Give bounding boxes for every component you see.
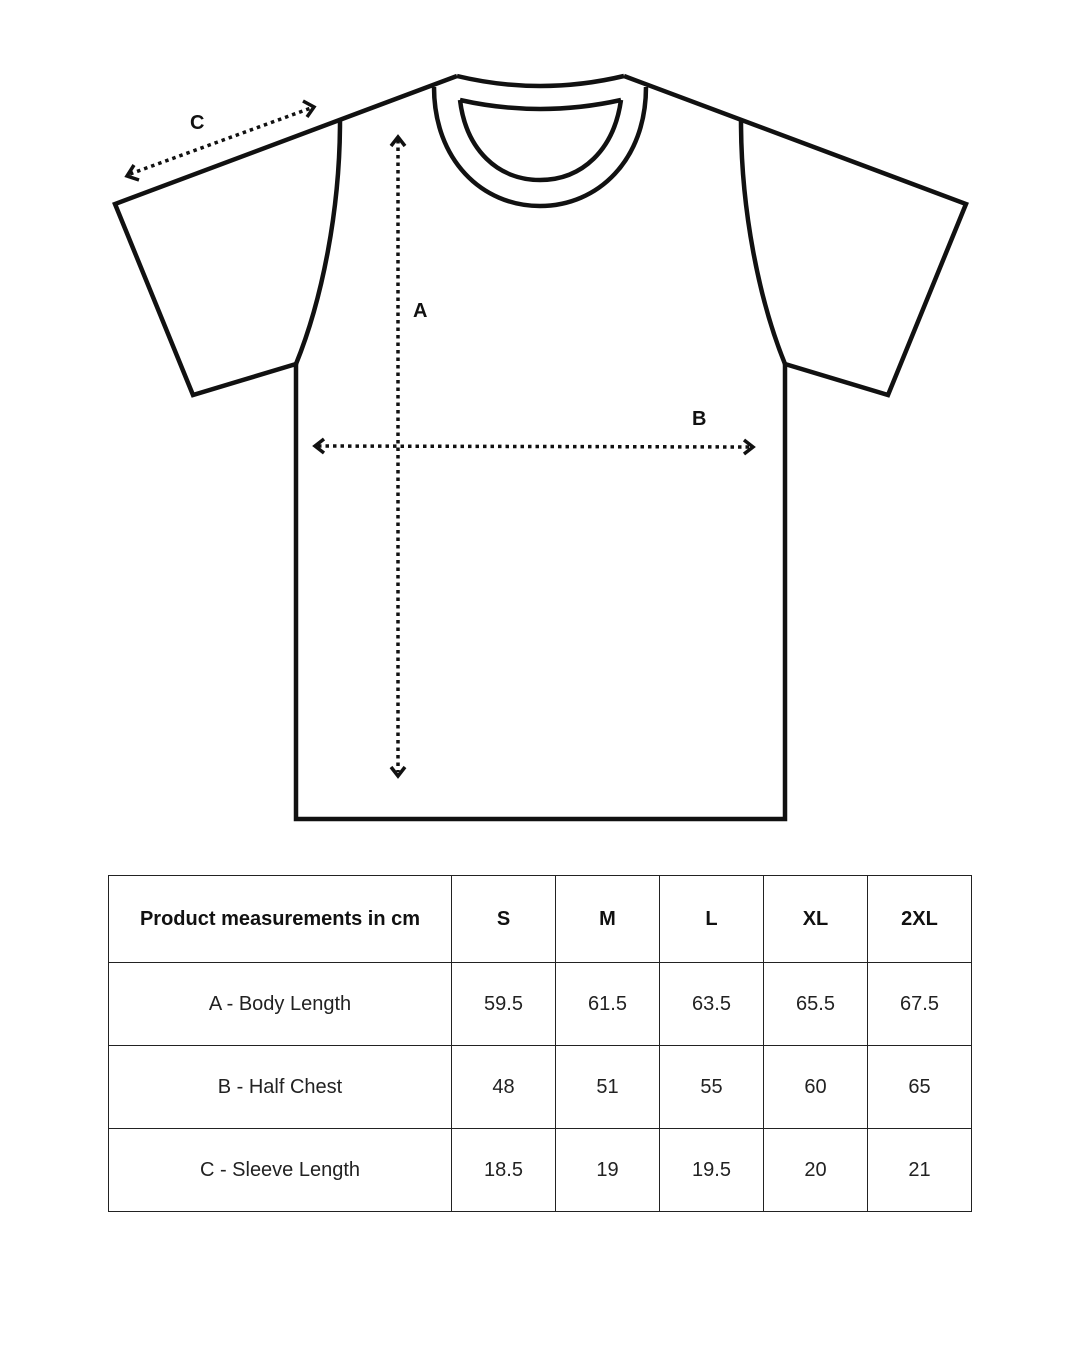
row-label: C - Sleeve Length [109, 1129, 452, 1212]
size-header-xl: XL [764, 876, 868, 963]
row-label: B - Half Chest [109, 1046, 452, 1129]
table-cell: 48 [452, 1046, 556, 1129]
table-cell: 67.5 [868, 963, 972, 1046]
table-row-half-chest [109, 1046, 972, 1129]
size-header-m: M [556, 876, 660, 963]
table-cell: 60 [764, 1046, 868, 1129]
dimension-a [391, 137, 427, 776]
table-cell: 59.5 [452, 963, 556, 1046]
table-row-body-length [109, 963, 972, 1046]
tshirt-outline [115, 76, 966, 819]
dimension-b-label: B [692, 408, 707, 430]
size-header-l: L [660, 876, 764, 963]
table-cell: 51 [556, 1046, 660, 1129]
table-cell: 63.5 [660, 963, 764, 1046]
table-cell: 19.5 [660, 1129, 764, 1212]
table-cell: 20 [764, 1129, 868, 1212]
size-header-s: S [452, 876, 556, 963]
left-sleeve-seam [296, 121, 340, 364]
dimension-a-label: A [413, 300, 428, 322]
dimension-b [315, 408, 753, 454]
right-sleeve-seam [741, 121, 785, 364]
collar-band [460, 100, 621, 109]
table-cell: 21 [868, 1129, 972, 1212]
table-cell: 65.5 [764, 963, 868, 1046]
table-cell: 55 [660, 1046, 764, 1129]
table-header-row [109, 876, 972, 963]
size-header-2xl: 2XL [868, 876, 972, 963]
collar-top [457, 76, 624, 86]
table-cell: 18.5 [452, 1129, 556, 1212]
dimension-c-label: C [190, 112, 205, 134]
collar-inner [460, 100, 621, 180]
table-cell: 61.5 [556, 963, 660, 1046]
row-label: A - Body Length [109, 963, 452, 1046]
table-header-title: Product measurements in cm [109, 876, 452, 963]
collar-outer [434, 87, 646, 206]
table-cell: 65 [868, 1046, 972, 1129]
size-chart-table [108, 875, 972, 1212]
table-row-sleeve-length [109, 1129, 972, 1212]
table-cell: 19 [556, 1129, 660, 1212]
